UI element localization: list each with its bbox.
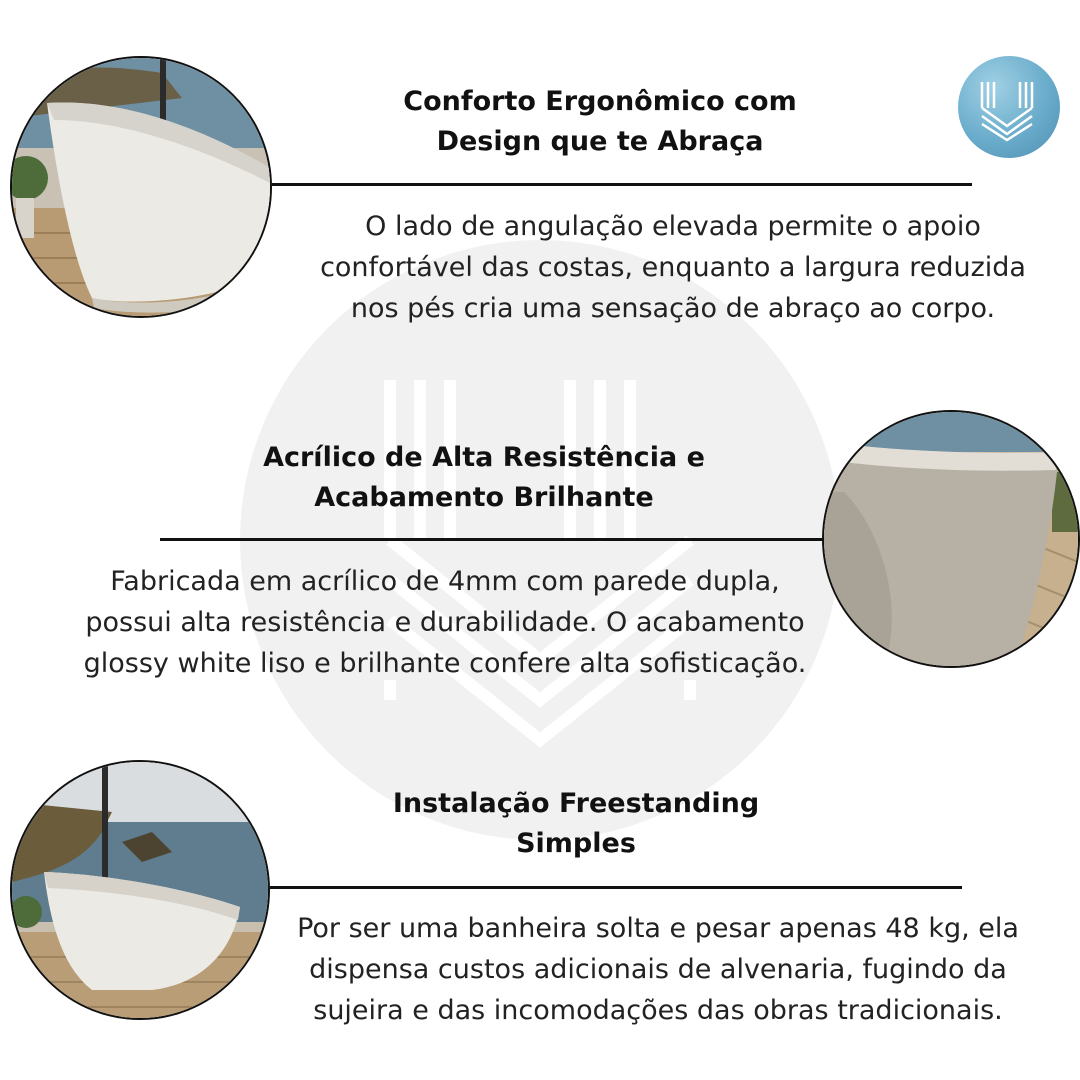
section-2-body-line-3: glossy white liso e brilhante confere alta sofisticação. (83, 648, 807, 679)
photo-bathtub-side-view (10, 56, 272, 318)
section-1-body-line-2: confortável das costas, enquanto a largura reduzida (320, 252, 1026, 283)
bathtub-closeup-photo-icon (824, 412, 1078, 666)
section-1-body-line-1: O lado de angulação elevada permite o apoio (365, 211, 981, 242)
section-1-title-line-2: Design que te Abraça (436, 126, 764, 157)
section-3-title (372, 784, 780, 864)
section-1-body (286, 206, 1060, 329)
section-3-body-line-3: sujeira e das incomodações das obras tradicionais. (313, 995, 1003, 1026)
section-1-title (360, 82, 840, 162)
section-2-divider (160, 538, 828, 541)
section-3-title-line-2: Simples (516, 828, 636, 859)
section-3-body (256, 908, 1060, 1031)
section-2-body (30, 561, 860, 684)
photo-bathtub-seaview (10, 760, 270, 1020)
section-2-title-line-2: Acabamento Brilhante (314, 482, 654, 513)
photo-bathtub-closeup (822, 410, 1080, 668)
section-2-title-line-1: Acrílico de Alta Resistência e (263, 442, 705, 473)
section-3-divider (270, 886, 962, 889)
bathtub-photo-icon (12, 58, 270, 316)
bathtub-brand-logo-icon (958, 56, 1060, 158)
section-2-body-line-2: possui alta resistência e durabilidade. O acabamento (85, 607, 805, 638)
section-3-title-line-1: Instalação Freestanding (392, 788, 760, 819)
section-1-title-line-1: Conforto Ergonômico com (403, 86, 797, 117)
section-1-body-line-3: nos pés cria uma sensação de abraço ao corpo. (350, 293, 996, 324)
bathtub-seaview-photo-icon (12, 762, 268, 1018)
section-1-divider (272, 183, 972, 186)
brand-logo (958, 56, 1060, 158)
section-3-body-line-1: Por ser uma banheira solta e pesar apenas 48 kg, ela (297, 913, 1019, 944)
section-2-title (240, 438, 728, 518)
section-3-body-line-2: dispensa custos adicionais de alvenaria, fugindo da (309, 954, 1007, 985)
section-2-body-line-1: Fabricada em acrílico de 4mm com parede dupla, (110, 566, 780, 597)
